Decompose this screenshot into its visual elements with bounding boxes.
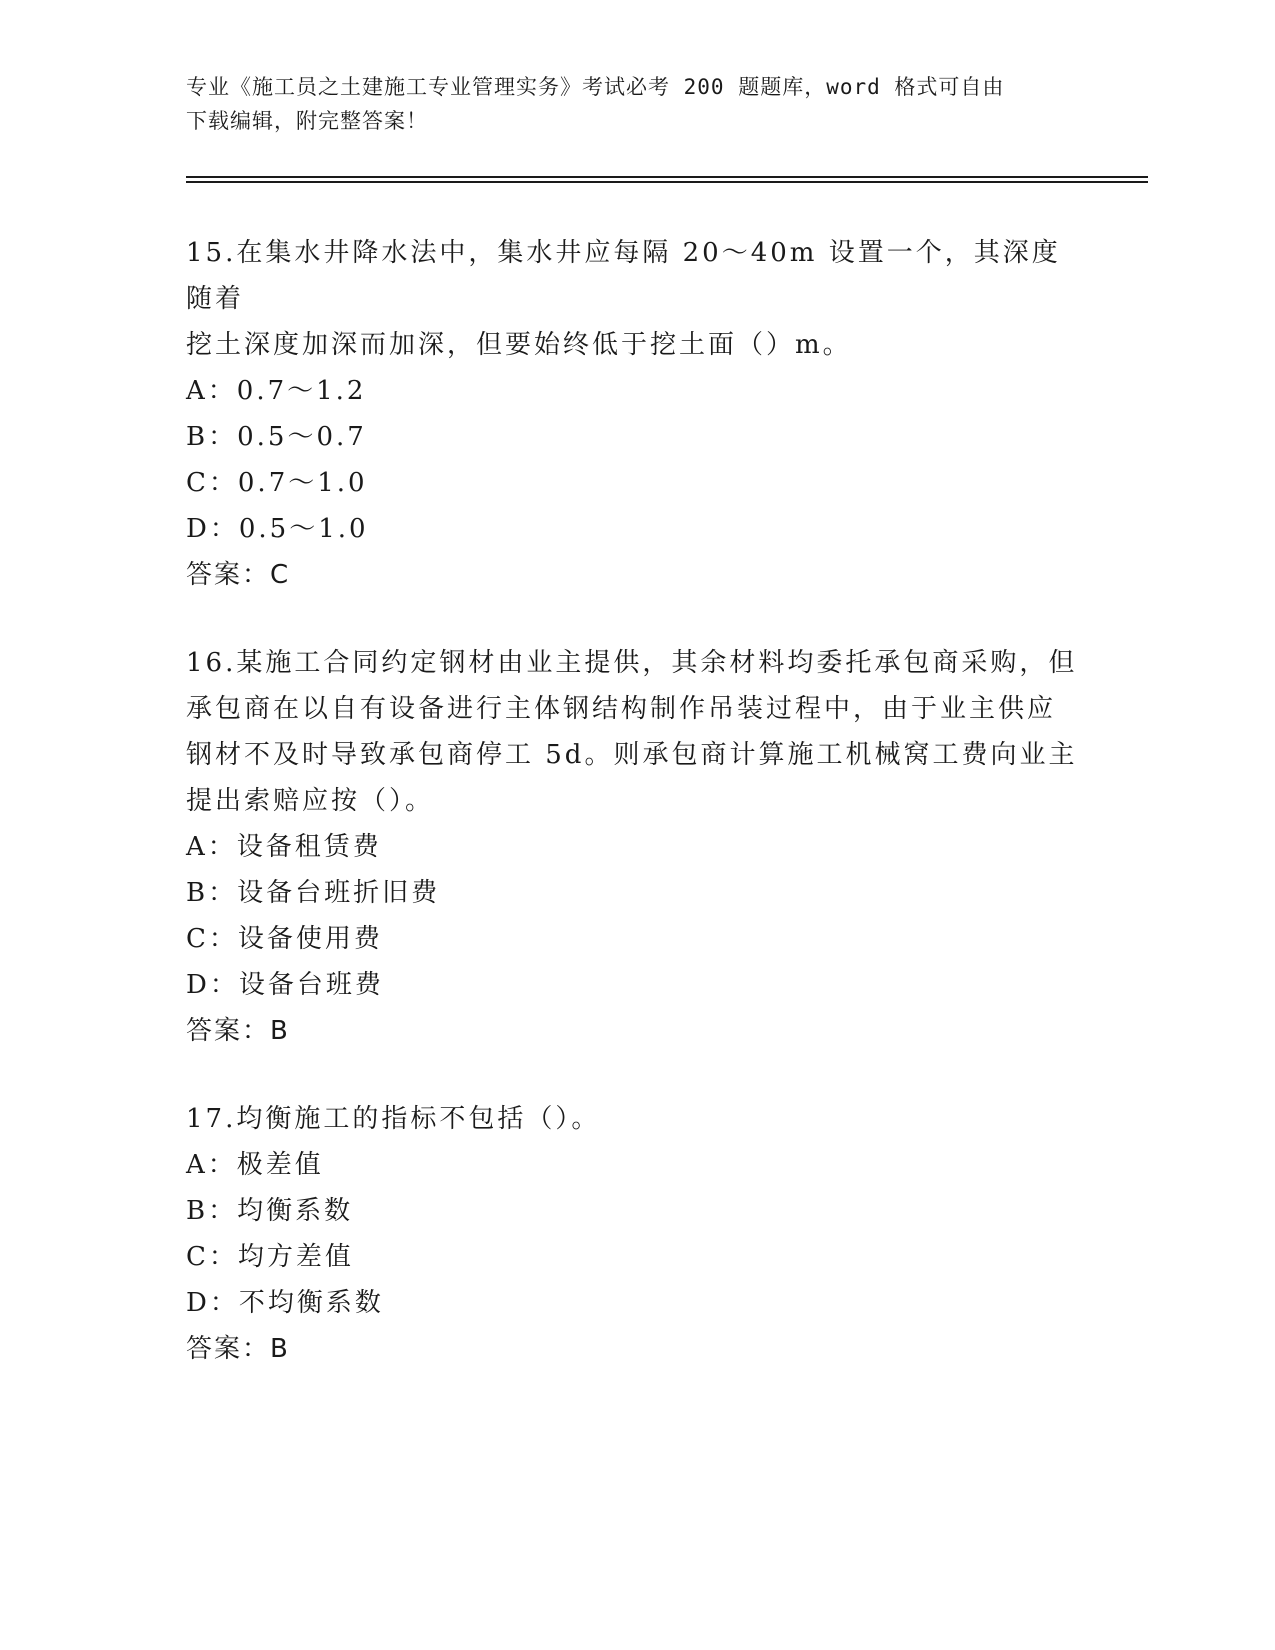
header-line-2: 下载编辑，附完整答案！ — [186, 109, 428, 133]
answer: 答案：B — [186, 1016, 290, 1046]
option-b: B：均衡系数 — [186, 1196, 354, 1226]
option-b: B：0.5～0.7 — [186, 422, 367, 452]
question-list — [186, 230, 1086, 1372]
question-text-line: 16.某施工合同约定钢材由业主提供，其余材料均委托承包商采购，但 — [186, 648, 1078, 678]
option-d: D：不均衡系数 — [186, 1288, 384, 1318]
header-divider-bottom — [186, 181, 1148, 183]
option-b: B：设备台班折旧费 — [186, 878, 441, 908]
question-17 — [186, 1096, 1086, 1372]
question-spacer — [186, 598, 1086, 640]
option-c: C：设备使用费 — [186, 924, 383, 954]
option-d: D：设备台班费 — [186, 970, 384, 1000]
question-text-line: 17.均衡施工的指标不包括（）。 — [186, 1104, 601, 1134]
option-c: C：0.7～1.0 — [186, 468, 368, 498]
question-text-line: 15.在集水井降水法中，集水井应每隔 20～40m 设置一个，其深度随着 — [186, 238, 1061, 314]
option-a: A：0.7～1.2 — [186, 376, 367, 406]
question-text-line: 提出索赔应按（）。 — [186, 786, 435, 816]
question-text-line: 钢材不及时导致承包商停工 5d。则承包商计算施工机械窝工费向业主 — [186, 740, 1078, 770]
option-a: A：设备租赁费 — [186, 832, 382, 862]
option-d: D：0.5～1.0 — [186, 514, 369, 544]
question-15 — [186, 230, 1086, 598]
question-spacer — [186, 1054, 1086, 1096]
header-line-1: 专业《施工员之土建施工专业管理实务》考试必考 200 题题库，word 格式可自由 — [186, 75, 1005, 99]
question-text-line: 挖土深度加深而加深，但要始终低于挖土面（）m。 — [186, 330, 852, 360]
header-divider-top — [186, 176, 1148, 178]
answer: 答案：B — [186, 1334, 290, 1364]
option-c: C：均方差值 — [186, 1242, 354, 1272]
option-a: A：极差值 — [186, 1150, 324, 1180]
answer: 答案：C — [186, 560, 291, 590]
question-16 — [186, 640, 1086, 1054]
document-header — [186, 70, 1086, 138]
question-text-line: 承包商在以自有设备进行主体钢结构制作吊装过程中，由于业主供应 — [186, 694, 1057, 724]
